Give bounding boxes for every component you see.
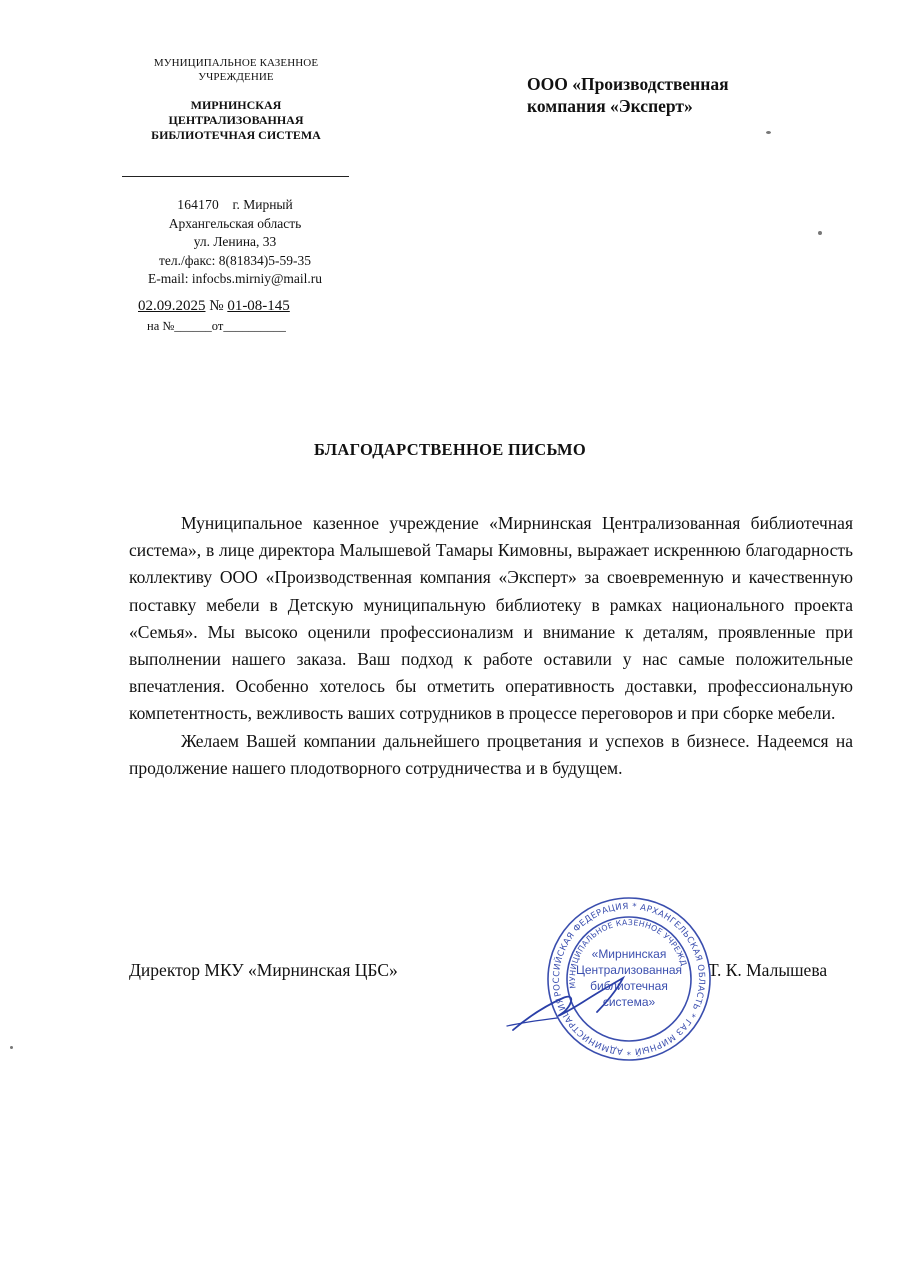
body-paragraph-1: Муниципальное казенное учреждение «Мирнинская Централизованная библиотечная система», в лице директора Малышевой Тамары Кимовны, выражает искреннюю благодарность коллективу ООО «Производственная компания «Эксперт» за своевременную и качественную поставку мебели в Детскую муниципальную библиотеку в рамках национального проекта «Семья». Мы высоко оценили профессионализм и внимание к деталям, проявленные при выполнении нашего заказа. Ваш подход к работе оставили у нас самые положительные впечатления. Особенно хотелось бы отметить оперативность доставки, профессиональную компетентность, вежливость ваших сотрудников в процессе переговоров и при сборке мебели. [129,513,853,724]
outgoing-reference [138,297,290,315]
outgoing-number-label: № [209,298,224,314]
scan-speck [818,231,822,235]
scan-speck [766,131,771,134]
seal-center-line-2: Централизованная [575,963,683,977]
postal-code: 164170 [177,197,219,212]
body-paragraph-2: Желаем Вашей компании дальнейшего процветания и успехов в бизнесе. Надеемся на продолжение нашего плодотворного сотрудничества и в будущем. [129,730,853,778]
address-region: Архангельская область [168,215,302,231]
address-postal-line [130,196,340,215]
seal-inner-text: МУНИЦИПАЛЬНОЕ КАЗЕННОЕ УЧРЕЖДЕНИЕ [567,917,689,989]
address-street: ул. Ленина, 33 [193,234,277,250]
address-email: E-mail: infocbs.mirniy@mail.ru [147,271,323,287]
address-phone: тел./факс: 8(81834)5-59-35 [158,252,312,268]
seal-outer-text: РОССИЙСКАЯ ФЕДЕРАЦИЯ * АРХАНГЕЛЬСКАЯ ОБЛАСТЬ * ГАЗ МИРНЫЙ * АДМИНИСТРАЦИЯ [551,901,707,1057]
sender-address [130,196,340,289]
sender-org-type: МУНИЦИПАЛЬНОЕ КАЗЕННОЕ УЧРЕЖДЕНИЕ [153,57,319,83]
signatory-position: Директор МКУ «Мирнинская ЦБС» [129,960,398,980]
signatory-name: Т. К. Малышева [708,960,828,980]
recipient-line-2: компания «Эксперт» [527,96,693,116]
scan-speck [10,1046,13,1049]
letter-title: БЛАГОДАРСТВЕННОЕ ПИСЬМО [313,440,587,459]
recipient [527,73,807,117]
address-city: г. Мирный [232,197,293,212]
letterhead-divider [122,176,349,177]
letter-body [129,510,853,782]
seal-center-line-1: «Мирнинская [591,947,667,961]
seal-center-line-4: система» [602,995,656,1009]
outgoing-date: 02.09.2025 [138,298,206,314]
outgoing-number: 01-08-145 [227,298,290,314]
handwritten-signature [505,968,645,1038]
reply-reference: на №______от__________ [147,319,286,333]
sender-letterhead [122,56,350,143]
signature-underline [507,1018,557,1026]
seal-center-line-3: библиотечная [590,979,668,993]
sender-org-name: МИРНИНСКАЯ ЦЕНТРАЛИЗОВАННАЯ БИБЛИОТЕЧНАЯ СИСТЕМА [151,98,321,142]
recipient-line-1: ООО «Производственная [527,74,729,94]
